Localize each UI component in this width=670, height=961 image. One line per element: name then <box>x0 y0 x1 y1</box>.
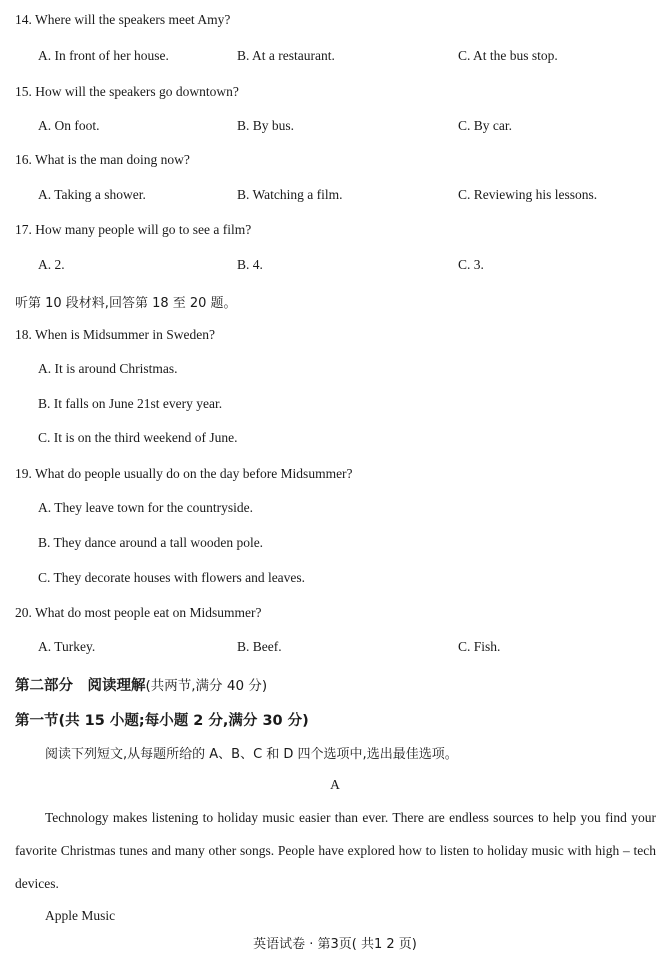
question-17-options <box>38 257 658 277</box>
question-19-option-b[interactable]: B. They dance around a tall wooden pole. <box>38 535 264 550</box>
question-14-stem: 14. Where will the speakers meet Amy? <box>15 12 231 27</box>
listening-instruction: 听第 10 段材料,回答第 18 至 20 题。 <box>15 296 237 311</box>
question-19-option-c[interactable]: C. They decorate houses with flowers and leaves. <box>38 570 306 585</box>
option-c[interactable]: C. Reviewing his lessons. <box>458 187 598 202</box>
passage-paragraph <box>15 801 656 900</box>
option-c[interactable]: C. 3. <box>458 257 484 272</box>
option-b[interactable]: B. 4. <box>237 257 263 272</box>
part-two-heading <box>15 674 267 695</box>
question-16-stem: 16. What is the man doing now? <box>15 152 190 167</box>
page-footer: 英语试卷 · 第3页( 共1 2 页) <box>253 937 417 952</box>
option-c[interactable]: C. At the bus stop. <box>458 48 558 63</box>
option-a[interactable]: A. On foot. <box>38 118 100 133</box>
question-18-option-c[interactable]: C. It is on the third weekend of June. <box>38 430 238 445</box>
option-a[interactable]: A. 2. <box>38 257 65 272</box>
passage-label: A <box>330 777 340 792</box>
passage-subheading: Apple Music <box>45 908 116 923</box>
passage-text: Technology makes listening to holiday music easier than ever. There are endless sources to help you find your favorite Christmas tunes and many other songs. People have explored how to listen to holiday music with high – tech devices. <box>15 810 656 891</box>
question-15-stem: 15. How will the speakers go downtown? <box>15 84 239 99</box>
option-a[interactable]: A. Taking a shower. <box>38 187 146 202</box>
question-16-options <box>38 187 658 207</box>
question-14-options <box>38 48 658 68</box>
question-15-options <box>38 118 658 138</box>
reading-instruction: 阅读下列短文,从每题所给的 A、B、C 和 D 四个选项中,选出最佳选项。 <box>45 747 458 762</box>
option-b[interactable]: B. Beef. <box>237 639 282 654</box>
question-20-options <box>38 639 658 659</box>
option-a[interactable]: A. Turkey. <box>38 639 96 654</box>
option-b[interactable]: B. At a restaurant. <box>237 48 335 63</box>
part-two-title: 第二部分 阅读理解 <box>15 678 146 694</box>
option-b[interactable]: B. By bus. <box>237 118 295 133</box>
option-c[interactable]: C. By car. <box>458 118 512 133</box>
option-c[interactable]: C. Fish. <box>458 639 501 654</box>
question-18-option-a[interactable]: A. It is around Christmas. <box>38 361 178 376</box>
question-17-stem: 17. How many people will go to see a film? <box>15 222 252 237</box>
question-18-option-b[interactable]: B. It falls on June 21st every year. <box>38 396 223 411</box>
question-20-stem: 20. What do most people eat on Midsummer? <box>15 605 262 620</box>
question-18-stem: 18. When is Midsummer in Sweden? <box>15 327 215 342</box>
option-b[interactable]: B. Watching a film. <box>237 187 343 202</box>
section-one-heading: 第一节(共 15 小题;每小题 2 分,满分 30 分) <box>15 713 309 729</box>
part-two-note: (共两节,满分 40 分) <box>145 678 268 694</box>
question-19-option-a[interactable]: A. They leave town for the countryside. <box>38 500 253 515</box>
question-19-stem: 19. What do people usually do on the day before Midsummer? <box>15 466 353 481</box>
option-a[interactable]: A. In front of her house. <box>38 48 169 63</box>
